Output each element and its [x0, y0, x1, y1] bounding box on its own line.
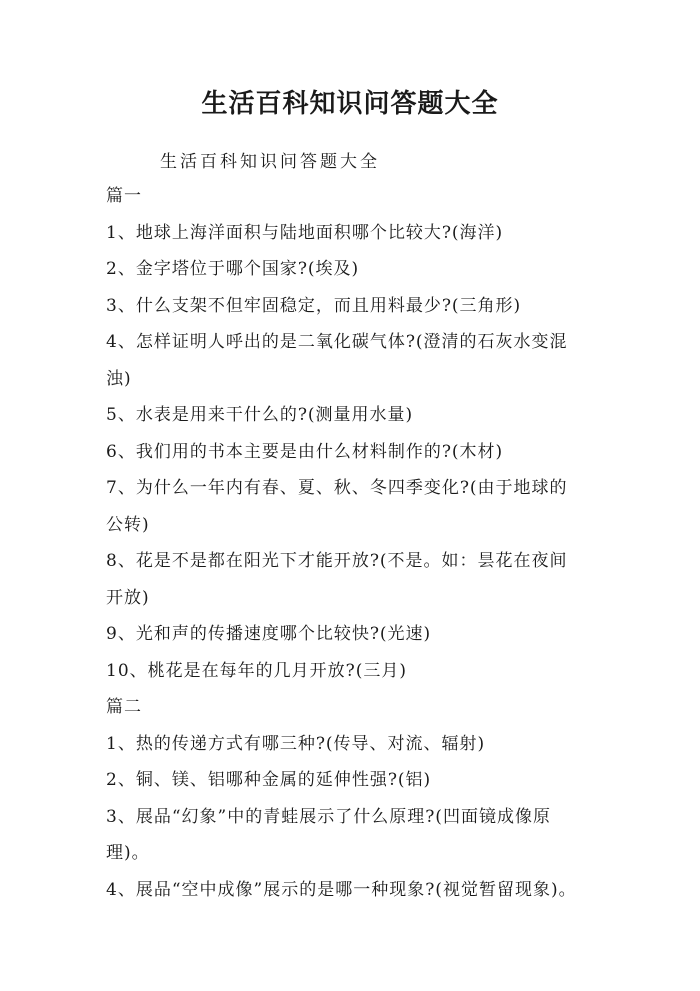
section-heading-1: 篇一 [106, 186, 142, 206]
section-heading-2: 篇二 [106, 697, 142, 717]
question-line-continued: 理)。 [106, 843, 150, 863]
question-line: 2、铜、镁、铝哪种金属的延伸性强?(铝) [106, 770, 432, 790]
document-subtitle: 生活百科知识问答题大全 [160, 152, 380, 172]
question-line: 10、桃花是在每年的几月开放?(三月) [106, 660, 408, 681]
question-line: 1、地球上海洋面积与陆地面积哪个比较大?(海洋) [106, 222, 504, 243]
question-line: 2、金字塔位于哪个国家?(埃及) [106, 259, 360, 279]
question-line: 3、展品“幻象”中的青蛙展示了什么原理?(凹面镜成像原 [106, 806, 551, 827]
question-line: 8、花是不是都在阳光下才能开放?(不是。如：昙花在夜间 [106, 551, 568, 571]
question-line-continued: 公转) [106, 514, 150, 535]
question-line: 1、热的传递方式有哪三种?(传导、对流、辐射) [106, 733, 486, 754]
question-line-continued: 浊) [106, 368, 132, 389]
question-line: 7、为什么一年内有春、夏、秋、冬四季变化?(由于地球的 [106, 478, 568, 498]
question-line: 9、光和声的传播速度哪个比较快?(光速) [106, 624, 432, 644]
document-title: 生活百科知识问答题大全 [201, 89, 499, 119]
question-line-continued: 开放) [106, 587, 150, 608]
question-line: 4、怎样证明人呼出的是二氧化碳气体?(澄清的石灰水变混 [106, 332, 568, 352]
question-line: 3、什么支架不但牢固稳定，而且用料最少?(三角形) [106, 295, 522, 316]
document-body [106, 178, 606, 908]
question-line: 6、我们用的书本主要是由什么材料制作的?(木材) [106, 441, 504, 462]
question-line: 5、水表是用来干什么的?(测量用水量) [106, 405, 414, 425]
question-line: 4、展品“空中成像”展示的是哪一种现象?(视觉暂留现象)。 [106, 879, 577, 900]
